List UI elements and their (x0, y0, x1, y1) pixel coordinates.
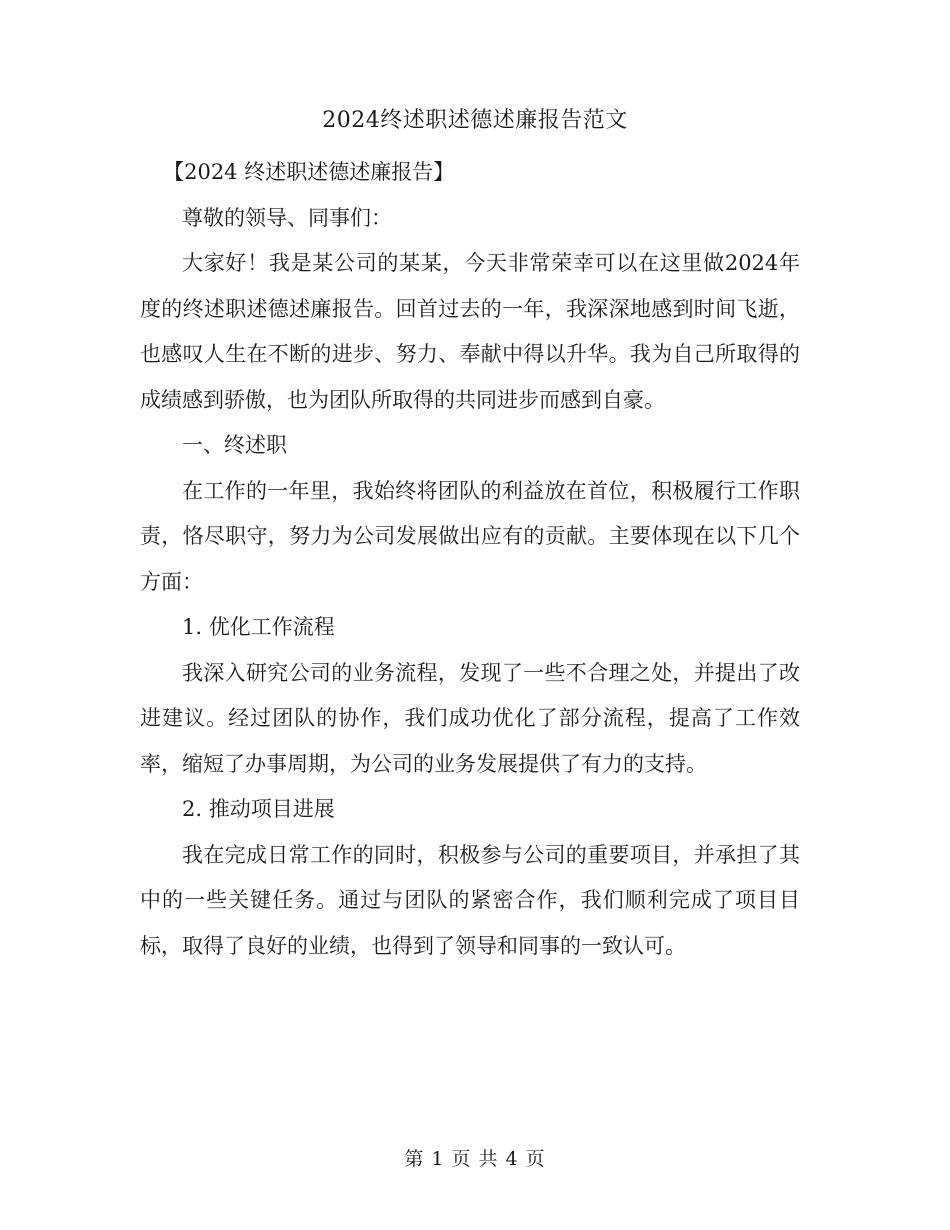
document-body (140, 150, 800, 969)
subheading-1: 1. 优化工作流程 (182, 615, 335, 639)
section-heading-1: 一、终述职 (182, 433, 287, 457)
document-title: 2024终述职述德述廉报告范文 (322, 108, 628, 133)
section-1-paragraph: 在工作的一年里，我始终将团队的利益放在首位，积极履行工作职责，恪尽职守，努力为公司发展做出应有的贡献。主要体现在以下几个方面： (140, 478, 800, 594)
subheading-1-paragraph: 我深入研究公司的业务流程，发现了一些不合理之处，并提出了改进建议。经过团队的协作，我们成功优化了部分流程，提高了工作效率，缩短了办事周期，为公司的业务发展提供了有力的支持。 (140, 660, 800, 776)
section-heading-bracket: 【2024 终述职述德述廉报告】 (163, 160, 455, 184)
subheading-2: 2. 推动项目进展 (182, 797, 335, 821)
intro-paragraph: 大家好！我是某公司的某某，今天非常荣幸可以在这里做2024年度的终述职述德述廉报告。回首过去的一年，我深深地感到时间飞逝，也感叹人生在不断的进步、努力、奉献中得以升华。我为自己所取得的成绩感到骄傲，也为团队所取得的共同进步而感到自豪。 (140, 251, 800, 412)
subheading-2-paragraph: 我在完成日常工作的同时，积极参与公司的重要项目，并承担了其中的一些关键任务。通过与团队的紧密合作，我们顺利完成了项目目标，取得了良好的业绩，也得到了领导和同事的一致认可。 (140, 842, 800, 958)
page-footer: 第 1 页 共 4 页 (404, 1148, 546, 1170)
salutation: 尊敬的领导、同事们： (182, 205, 392, 230)
